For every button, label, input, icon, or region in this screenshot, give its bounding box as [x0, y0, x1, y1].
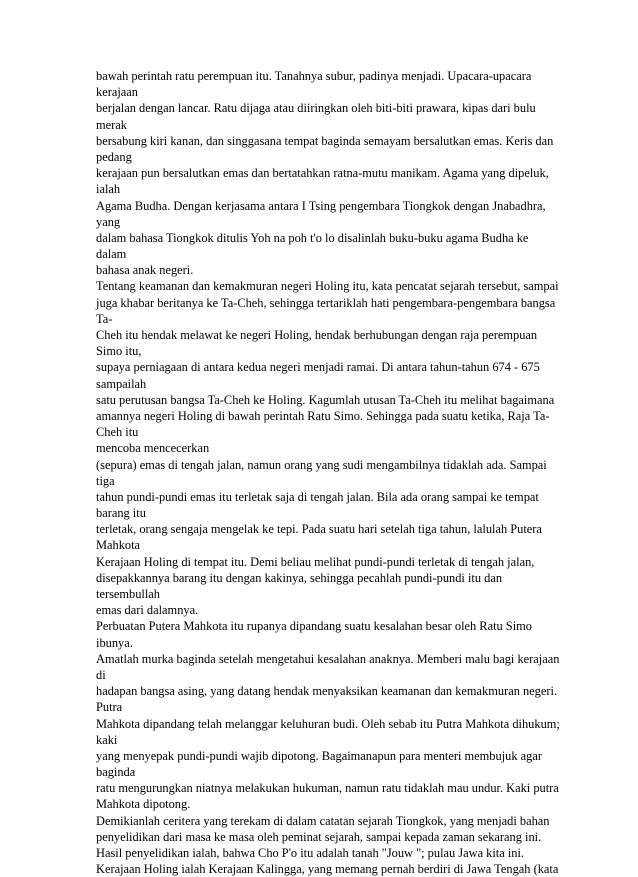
- text-line: Ta-: [96, 311, 113, 326]
- text-line: bahasa anak negeri.: [96, 263, 194, 278]
- text-line: dalam bahasa Tiongkok ditulis Yoh na poh t'o lo disalinlah buku-buku agama Budha ke: [96, 230, 529, 245]
- text-line: berjalan dengan lancar. Ratu dijaga atau diiringkan oleh biti-biti prawara, kipas dari bulu: [96, 101, 536, 116]
- text-line: pedang: [96, 149, 132, 164]
- text-line: tiga: [96, 473, 115, 488]
- text-line: hadapan bangsa asing, yang datang hendak menyaksikan keamanan dan kemakmuran negeri.: [96, 684, 558, 699]
- text-line: Putra: [96, 700, 123, 715]
- text-line: juga khabar beritanya ke Ta-Cheh, sehingga tertariklah hati pengembara-pengembara bangsa: [96, 295, 556, 310]
- text-line: yang menyepak pundi-pundi wajib dipotong. Bagaimanapun para menteri membujuk agar: [96, 748, 542, 763]
- text-line: penyelidikan dari masa ke masa oleh peminat sejarah, sampai kepada zaman sekarang ini.: [96, 829, 542, 844]
- text-line: amannya negeri Holing di bawah perintah Ratu Simo. Sehingga pada suatu ketika, Raja Ta-: [96, 408, 550, 423]
- text-line: Mahkota: [96, 538, 141, 553]
- text-line: ialah: [96, 182, 121, 197]
- text-line: (sepura) emas di tengah jalan, namun orang yang sudi mengambilnya tidaklah ada. Sampai: [96, 457, 547, 472]
- text-line: Perbuatan Putera Mahkota itu rupanya dipandang suatu kesalahan besar oleh Ratu Simo: [96, 619, 532, 634]
- text-line: Amatlah murka baginda setelah mengetahui kesalahan anaknya. Memberi malu bagi kerajaan: [96, 651, 560, 666]
- text-line: dalam: [96, 247, 127, 262]
- text-line: Kerajaan Holing di tempat itu. Demi beliau melihat pundi-pundi terletak di tengah jalan,: [96, 554, 535, 569]
- text-line: di: [96, 667, 106, 682]
- text-line: yang: [96, 214, 121, 229]
- text-line: barang itu: [96, 506, 146, 521]
- text-line: bawah perintah ratu perempuan itu. Tanahnya subur, padinya menjadi. Upacara-upacara: [96, 69, 532, 83]
- text-line: emas dari dalamnya.: [96, 603, 199, 618]
- text-line: Agama Budha. Dengan kerjasama antara I Tsing pengembara Tiongkok dengan Jnabadhra,: [96, 198, 546, 213]
- text-line: mencoba mencecerkan: [96, 441, 210, 456]
- text-line: kaki: [96, 732, 118, 747]
- text-line: supaya perniagaan di antara kedua negeri menjadi ramai. Di antara tahun-tahun 674 - 675: [96, 360, 540, 375]
- text-line: Cheh itu: [96, 425, 139, 440]
- text-line: kerajaan pun bersalutkan emas dan bertatahkan ratna-mutu manikam. Agama yang dipeluk,: [96, 166, 549, 181]
- text-line: Mahkota dipotong.: [96, 797, 191, 812]
- text-line: kerajaan: [96, 85, 138, 100]
- text-line: satu perutusan bangsa Ta-Cheh ke Holing. Kagumlah utusan Ta-Cheh itu melihat bagaimana: [96, 392, 555, 407]
- text-line: tersembullah: [96, 587, 160, 601]
- text-line: Demikianlah ceritera yang terekam di dalam catatan sejarah Tiongkok, yang menjadi bahan: [96, 813, 550, 828]
- text-line: Mahkota dipandang telah melanggar keluhuran budi. Oleh sebab itu Putra Mahkota dihukum;: [96, 716, 560, 731]
- document-body-text: [96, 68, 560, 877]
- text-line: sampailah: [96, 376, 147, 391]
- text-line: Kerajaan Holing ialah Kerajaan Kalingga, yang memang pernah berdiri di Jawa Tengah (kata: [96, 862, 559, 877]
- text-line: terletak, orang sengaja mengelak ke tepi. Pada suatu hari setelah tiga tahun, lalulah Putera: [96, 522, 542, 537]
- text-line: Hasil penyelidikan ialah, bahwa Cho P'o itu adalah tanah "Jouw "; pulau Jawa kita ini.: [96, 846, 525, 860]
- text-line: ratu mengurungkan niatnya melakukan hukuman, namun ratu tidaklah mau undur. Kaki putra: [96, 781, 559, 796]
- text-line: disepakkannya barang itu dengan kakinya, sehingga pecahlah pundi-pundi itu dan: [96, 570, 503, 585]
- text-line: merak: [96, 117, 127, 132]
- text-line: ibunya.: [96, 635, 133, 650]
- text-line: tahun pundi-pundi emas itu terletak saja di tengah jalan. Bila ada orang sampai ke tempat: [96, 489, 539, 504]
- text-line: bersabung kiri kanan, dan singgasana tempat baginda semayam bersalutkan emas. Keris dan: [96, 133, 554, 148]
- text-line: baginda: [96, 765, 136, 780]
- text-line: Tentang keamanan dan kemakmuran negeri Holing itu, kata pencatat sejarah tersebut, sampai: [96, 279, 559, 294]
- text-line: Cheh itu hendak melawat ke negeri Holing, hendak berhubungan dengan raja perempuan: [96, 328, 538, 342]
- text-line: Simo itu,: [96, 344, 142, 359]
